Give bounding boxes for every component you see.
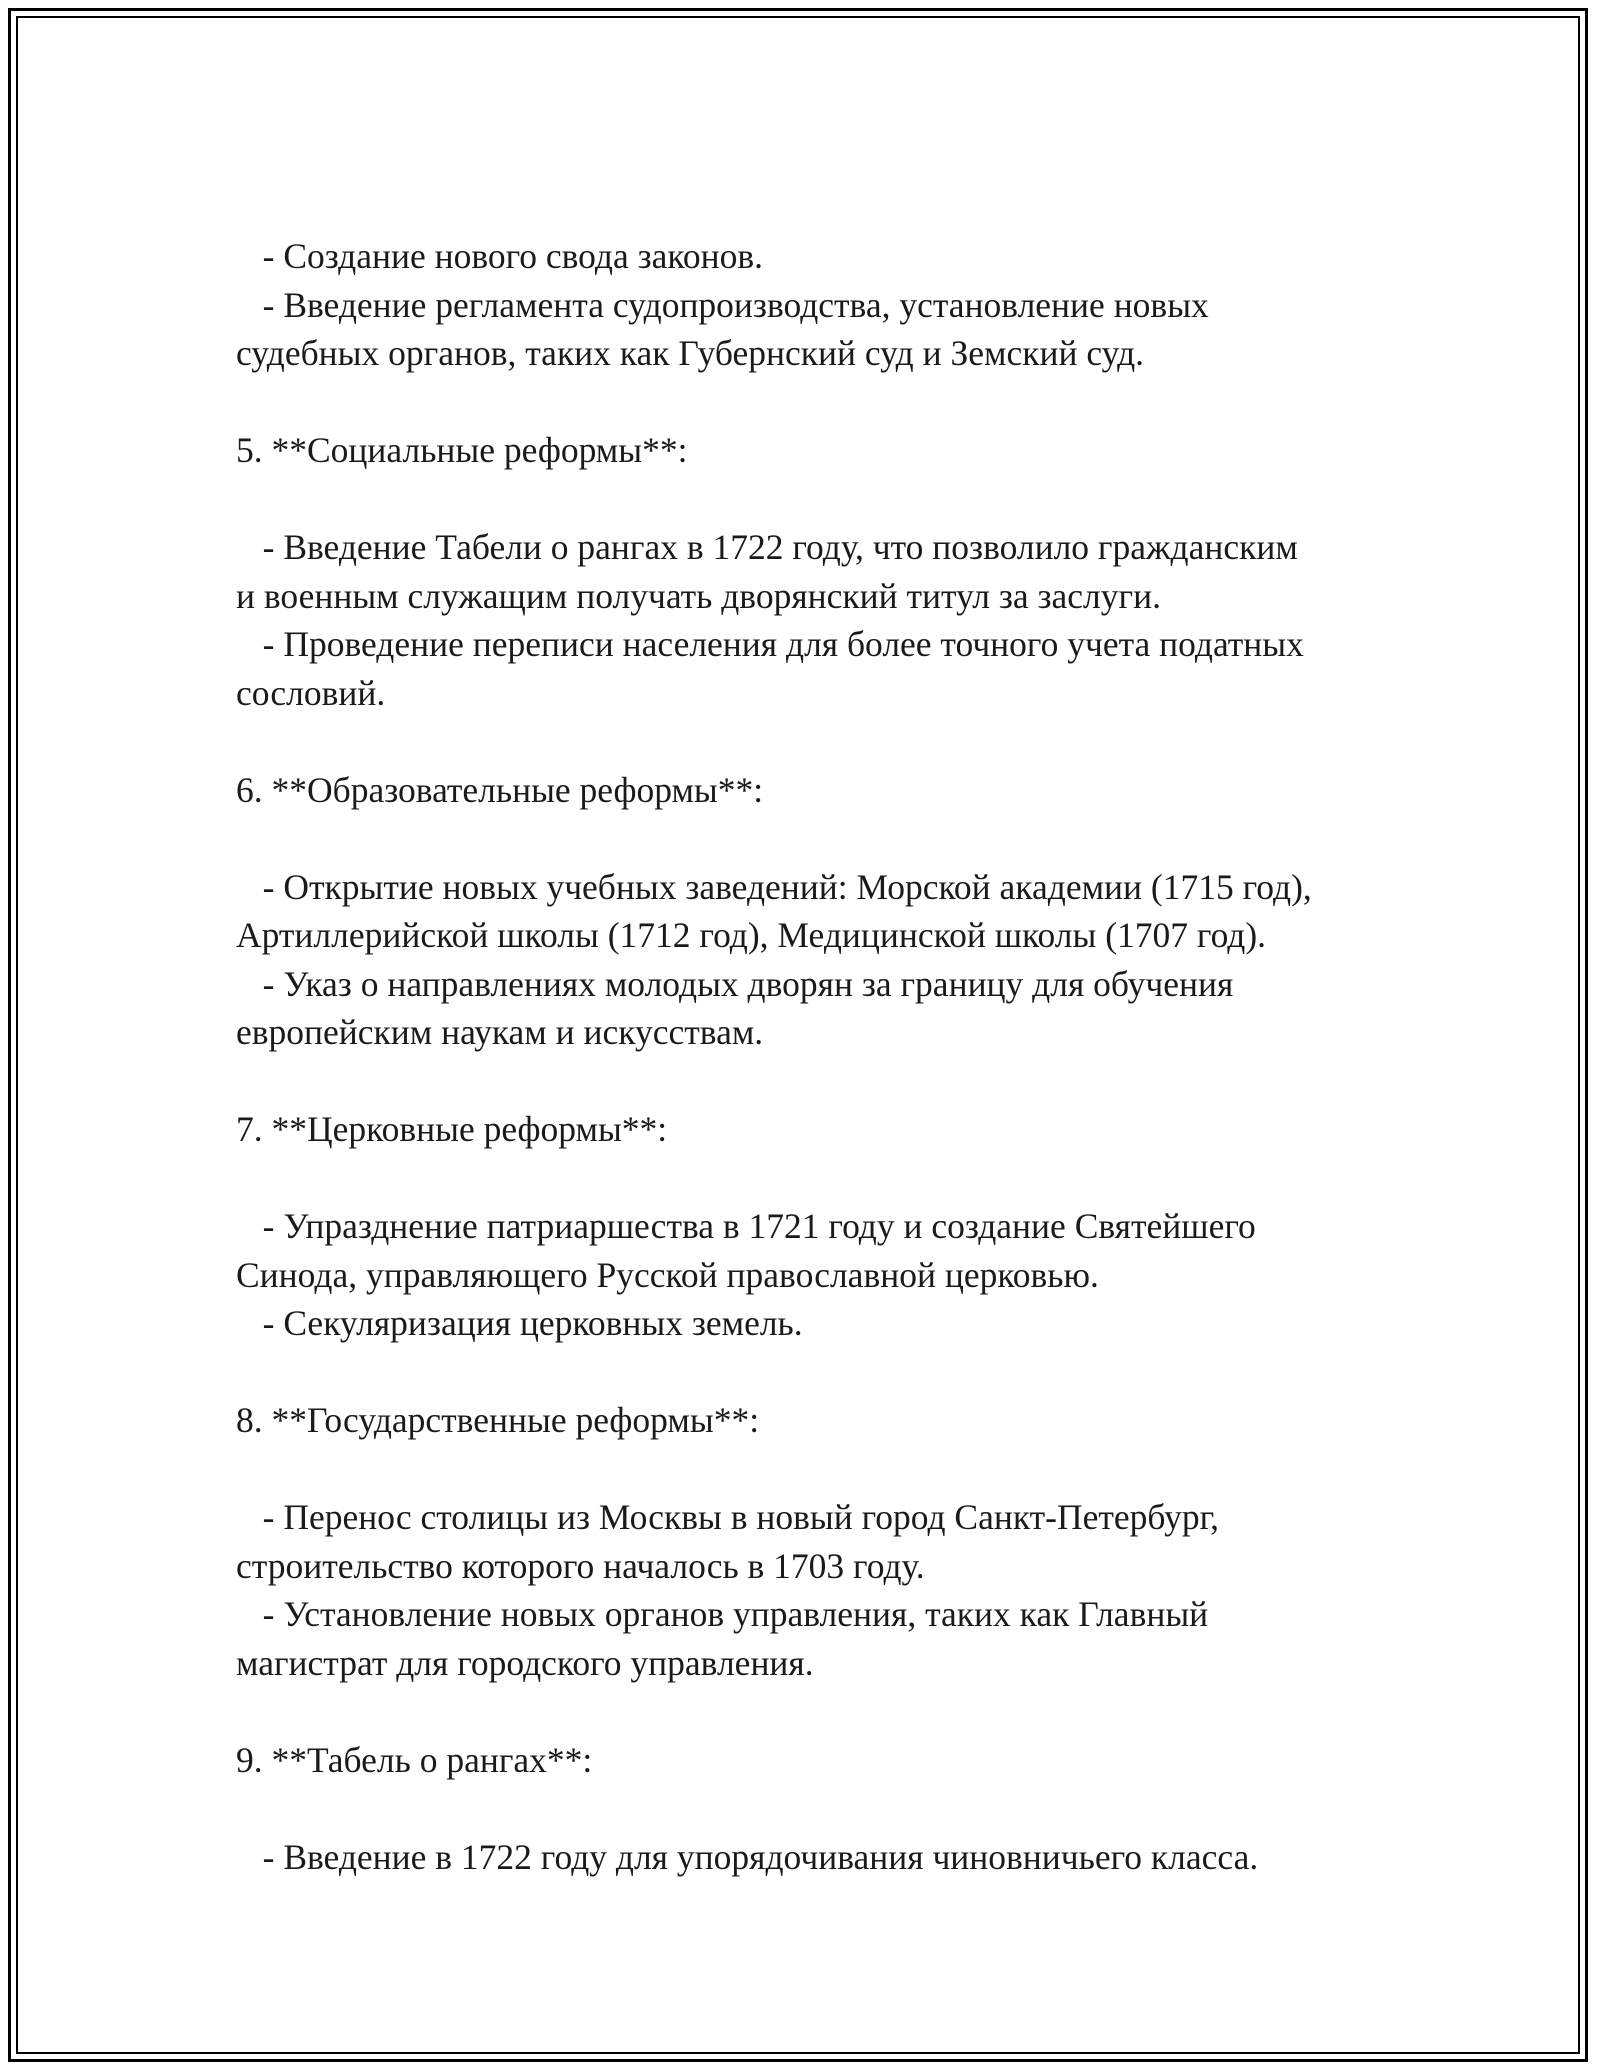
blank-line (236, 1784, 1366, 1833)
blank-line (236, 717, 1366, 766)
text-line: судебных органов, таких как Губернский суд и Земский суд. (236, 333, 1145, 373)
text-line: Артиллерийской школы (1712 год), Медицинской школы (1707 год). (236, 915, 1267, 955)
text-line: - Установление новых органов управления, таких как Главный (236, 1594, 1209, 1634)
blank-line (236, 378, 1366, 427)
blank-line (236, 1348, 1366, 1397)
section-heading: 5. **Социальные реформы**: (236, 430, 688, 470)
text-line: - Секуляризация церковных земель. (236, 1303, 803, 1343)
text-line: сословий. (236, 672, 386, 713)
blank-line (236, 1687, 1366, 1736)
text-line: - Введение Табели о рангах в 1722 году, что позволило гражданским (236, 527, 1298, 567)
text-line: - Введение в 1722 году для упорядочивания чиновничьего класса. (236, 1836, 1259, 1877)
text-line: Синода, управляющего Русской православной церковью. (236, 1254, 1099, 1295)
blank-line (236, 1154, 1366, 1203)
section-heading: 6. **Образовательные реформы**: (236, 769, 764, 810)
text-line: - Упразднение патриаршества в 1721 году и создание Святейшего (236, 1206, 1256, 1246)
text-line: - Создание нового свода законов. (236, 236, 763, 276)
text-line: - Открытие новых учебных заведений: Морской академии (1715 год), (236, 866, 1312, 907)
document-body (236, 232, 1366, 1881)
blank-line (236, 814, 1366, 863)
text-line: - Указ о направлениях молодых дворян за границу для обучения (236, 963, 1234, 1004)
blank-line (236, 1057, 1366, 1106)
text-line: строительство которого началось в 1703 году. (236, 1545, 925, 1586)
section-heading: 9. **Табель о рангах**: (236, 1739, 593, 1780)
blank-line (236, 1445, 1366, 1494)
blank-line (236, 475, 1366, 524)
text-line: - Перенос столицы из Москвы в новый город Санкт-Петербург, (236, 1497, 1220, 1537)
text-line: и военным служащим получать дворянский титул за заслуги. (236, 575, 1161, 616)
text-line: - Проведение переписи населения для более точного учета податных (236, 624, 1304, 664)
text-line: - Введение регламента судопроизводства, установление новых (236, 284, 1209, 325)
text-line: магистрат для городского управления. (236, 1642, 814, 1683)
text-line: европейским наукам и искусствам. (236, 1012, 764, 1052)
section-heading: 7. **Церковные реформы**: (236, 1109, 668, 1149)
section-heading: 8. **Государственные реформы**: (236, 1400, 760, 1440)
